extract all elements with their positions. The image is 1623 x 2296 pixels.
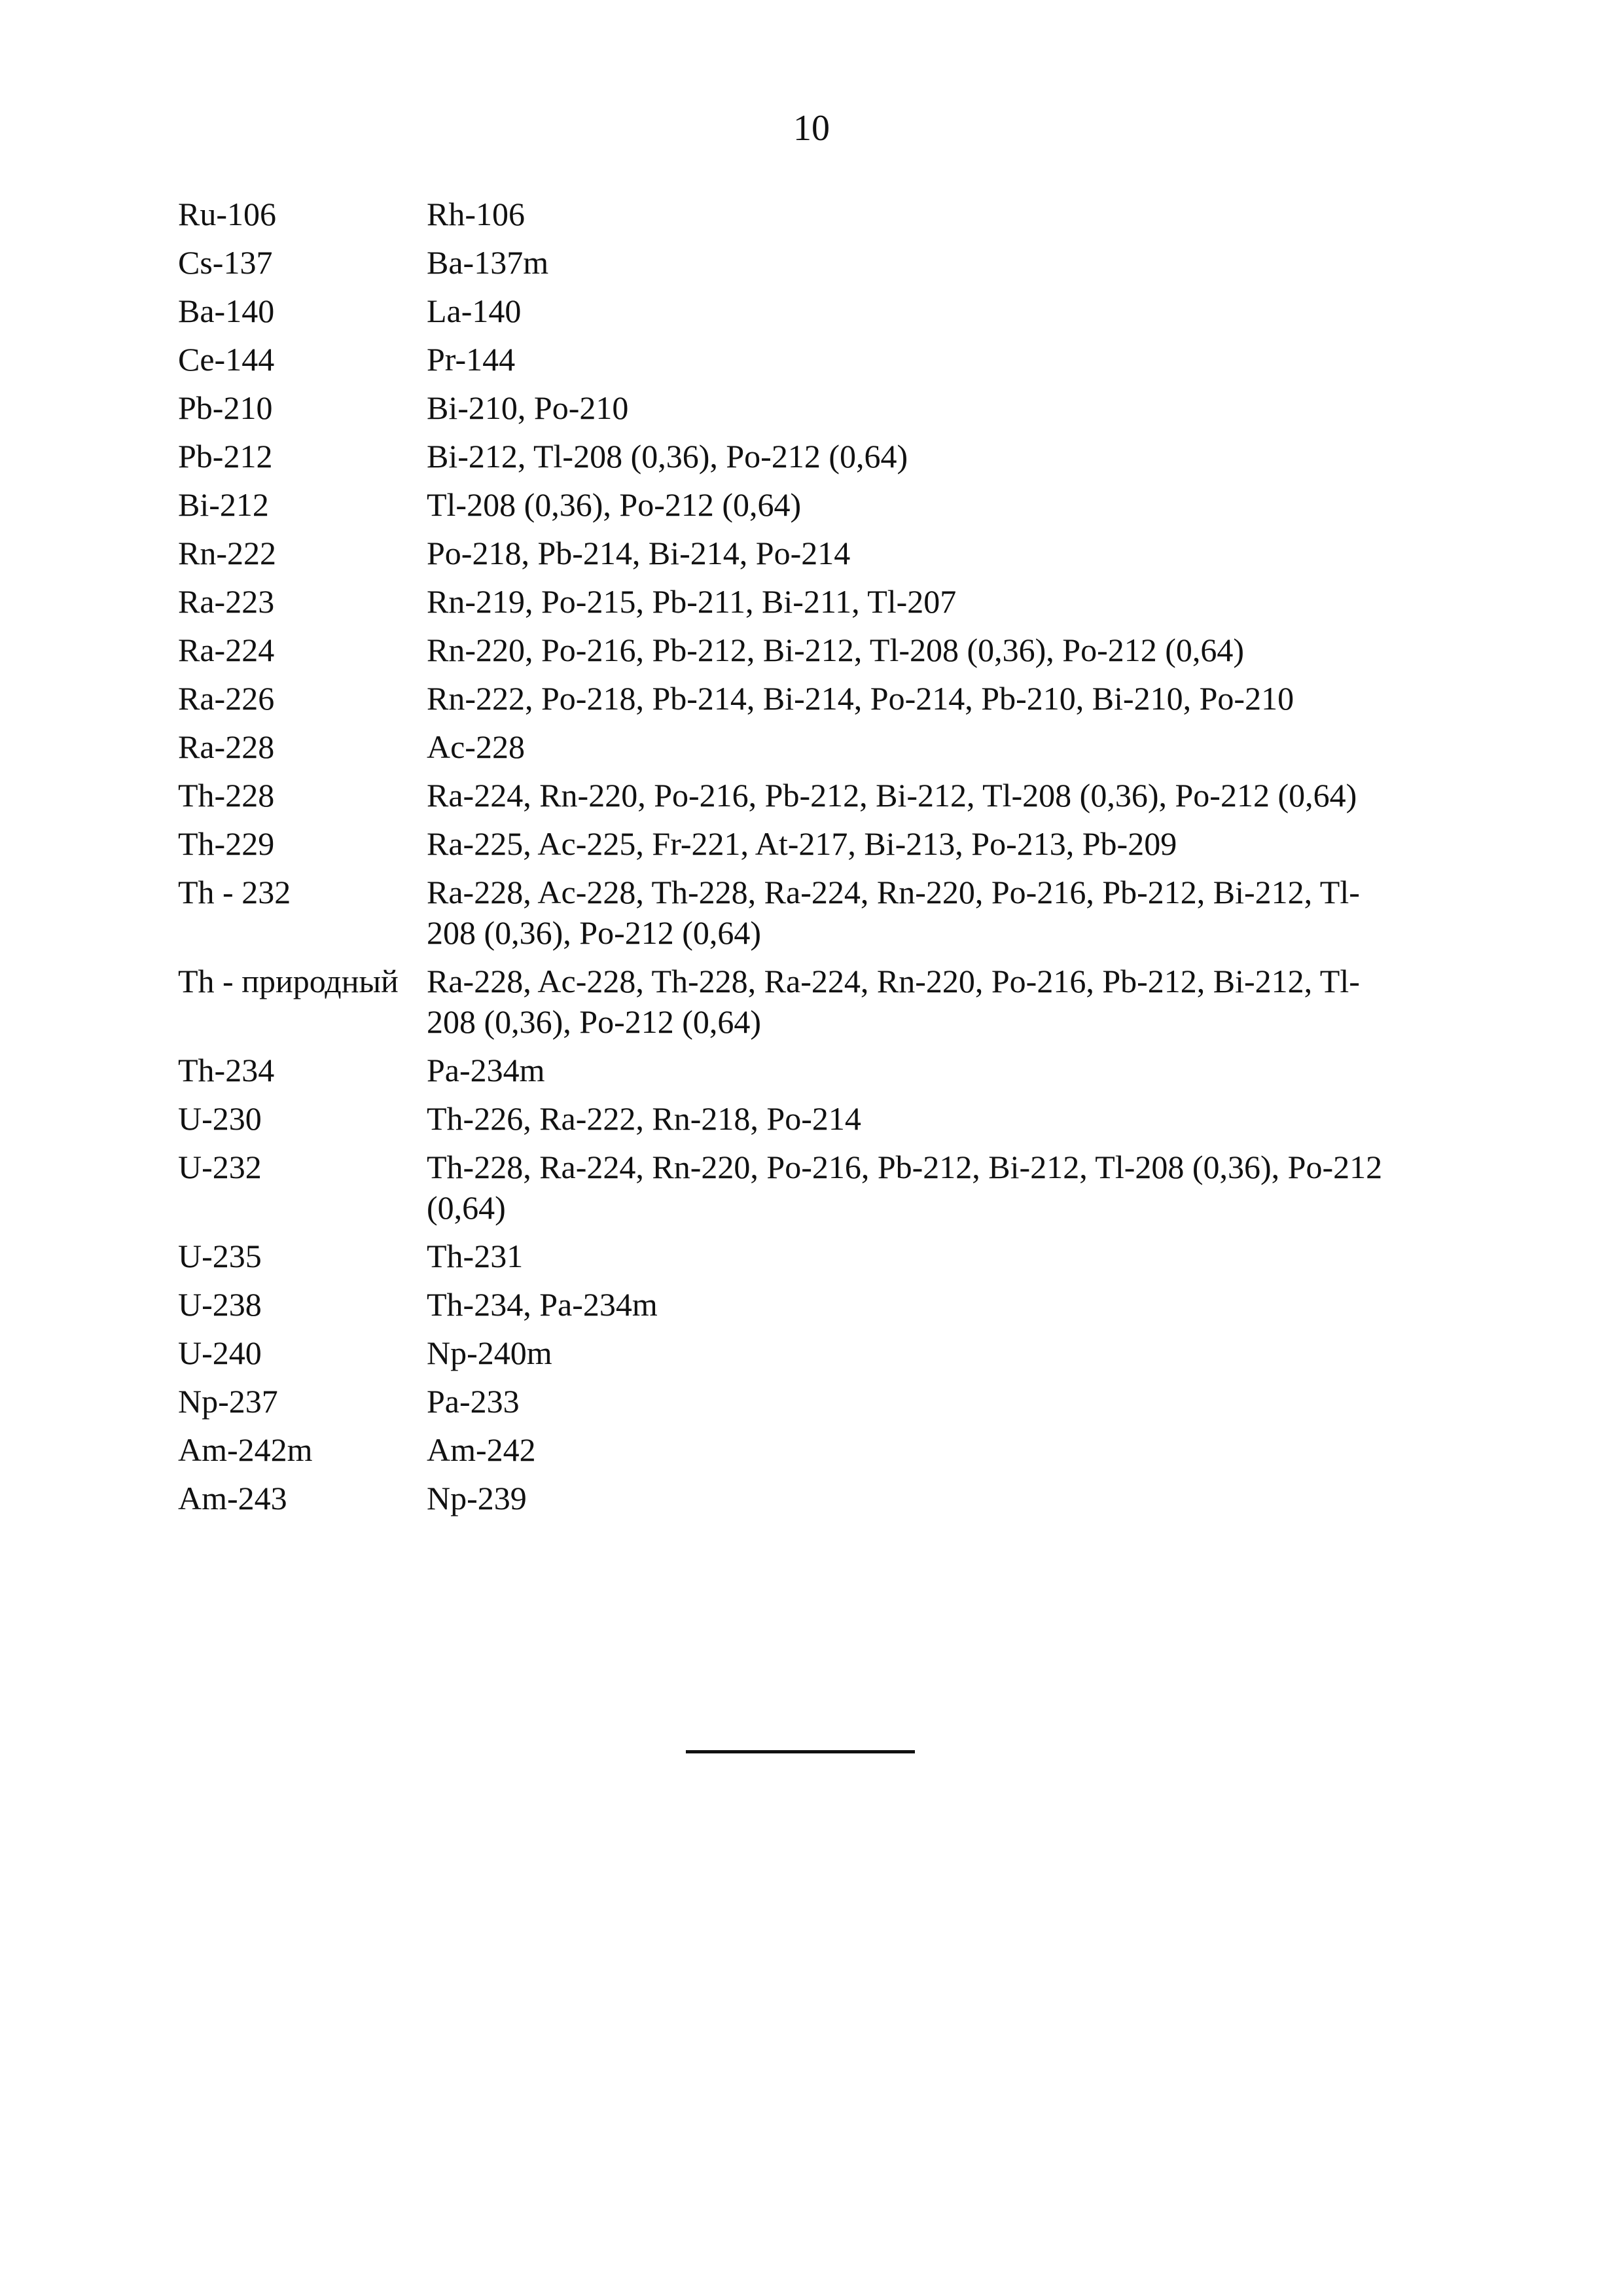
table-row (178, 775, 1421, 816)
table-row (178, 1429, 1421, 1470)
daughter-nuclides: Ra-228, Ac-228, Th-228, Ra-224, Rn-220, Po-216, Pb-212, Bi-212, Tl-208 (0,36), Po-212 (0,64) (427, 963, 1360, 1040)
parent-nuclide: Np-237 (178, 1383, 278, 1420)
end-of-section-rule (686, 1750, 915, 1753)
parent-nuclide: Th - природный (178, 963, 399, 999)
table-row (178, 1050, 1421, 1090)
table-row (178, 436, 1421, 476)
table-row (178, 1478, 1421, 1518)
daughter-nuclides: Rn-220, Po-216, Pb-212, Bi-212, Tl-208 (0,36), Po-212 (0,64) (427, 632, 1245, 668)
table-row (178, 630, 1421, 670)
daughter-nuclides: Th-228, Ra-224, Rn-220, Po-216, Pb-212, Bi-212, Tl-208 (0,36), Po-212 (0,64) (427, 1149, 1383, 1226)
table-row (178, 242, 1421, 283)
table-row (178, 1236, 1421, 1276)
table-row (178, 1284, 1421, 1325)
table-row (178, 823, 1421, 864)
table-row (178, 1147, 1421, 1228)
page-number: 10 (793, 108, 830, 149)
table-row (178, 1333, 1421, 1373)
parent-nuclide: U-232 (178, 1149, 262, 1185)
daughter-nuclides: Po-218, Pb-214, Bi-214, Po-214 (427, 535, 851, 571)
parent-nuclide: Ru-106 (178, 196, 276, 232)
parent-nuclide: U-238 (178, 1286, 262, 1323)
table-row (178, 581, 1421, 622)
daughter-nuclides: Pr-144 (427, 341, 516, 378)
daughter-nuclides: Rn-219, Po-215, Pb-211, Bi-211, Tl-207 (427, 583, 957, 620)
table-row (178, 961, 1421, 1042)
daughter-nuclides: Ra-228, Ac-228, Th-228, Ra-224, Rn-220, Po-216, Pb-212, Bi-212, Tl-208 (0,36), Po-212 (0,64) (427, 874, 1360, 951)
parent-nuclide: Ra-224 (178, 632, 275, 668)
table-row (178, 1098, 1421, 1139)
daughter-nuclides: Pa-233 (427, 1383, 520, 1420)
parent-nuclide: Th-234 (178, 1052, 275, 1088)
table-row (178, 339, 1421, 380)
daughter-nuclides: Np-240m (427, 1335, 552, 1371)
daughter-nuclides: Bi-210, Po-210 (427, 389, 629, 426)
parent-nuclide: U-240 (178, 1335, 262, 1371)
daughter-nuclides: Pa-234m (427, 1052, 545, 1088)
table-row (178, 484, 1421, 525)
parent-nuclide: Th - 232 (178, 874, 291, 910)
parent-nuclide: Ba-140 (178, 293, 275, 329)
daughter-nuclides: Ra-225, Ac-225, Fr-221, At-217, Bi-213, Po-213, Pb-209 (427, 825, 1177, 862)
daughter-nuclides: Tl-208 (0,36), Po-212 (0,64) (427, 486, 802, 523)
table-row (178, 1381, 1421, 1422)
daughter-nuclides: Ac-228 (427, 728, 525, 765)
parent-nuclide: Cs-137 (178, 244, 273, 281)
table-row (178, 194, 1421, 234)
daughter-nuclides: Np-239 (427, 1480, 527, 1516)
parent-nuclide: Ra-228 (178, 728, 275, 765)
daughter-nuclides: Ba-137m (427, 244, 549, 281)
table-row (178, 387, 1421, 428)
daughter-nuclides: Th-234, Pa-234m (427, 1286, 658, 1323)
table-row (178, 678, 1421, 719)
parent-nuclide: Ra-223 (178, 583, 275, 620)
daughter-nuclides: Am-242 (427, 1431, 536, 1468)
daughter-nuclides: Ra-224, Rn-220, Po-216, Pb-212, Bi-212, Tl-208 (0,36), Po-212 (0,64) (427, 777, 1357, 814)
parent-nuclide: Ce-144 (178, 341, 275, 378)
parent-nuclide: Pb-210 (178, 389, 273, 426)
table-row (178, 533, 1421, 573)
parent-nuclide: Pb-212 (178, 438, 273, 475)
parent-nuclide: Ra-226 (178, 680, 275, 717)
daughter-nuclides: Th-226, Ra-222, Rn-218, Po-214 (427, 1100, 861, 1137)
parent-nuclide: Bi-212 (178, 486, 269, 523)
parent-nuclide: U-230 (178, 1100, 262, 1137)
table-row (178, 291, 1421, 331)
parent-nuclide: Am-242m (178, 1431, 313, 1468)
daughter-nuclides: Bi-212, Tl-208 (0,36), Po-212 (0,64) (427, 438, 908, 475)
daughter-nuclides: Rh-106 (427, 196, 525, 232)
parent-nuclide: U-235 (178, 1238, 262, 1274)
parent-nuclide: Th-228 (178, 777, 275, 814)
parent-nuclide: Th-229 (178, 825, 275, 862)
daughter-nuclides: Rn-222, Po-218, Pb-214, Bi-214, Po-214, Pb-210, Bi-210, Po-210 (427, 680, 1294, 717)
table-row (178, 872, 1421, 953)
table-row (178, 726, 1421, 767)
parent-nuclide: Rn-222 (178, 535, 276, 571)
daughter-nuclides: Th-231 (427, 1238, 524, 1274)
daughter-nuclides: La-140 (427, 293, 522, 329)
parent-nuclide: Am-243 (178, 1480, 287, 1516)
nuclide-chain-table (178, 194, 1421, 1526)
